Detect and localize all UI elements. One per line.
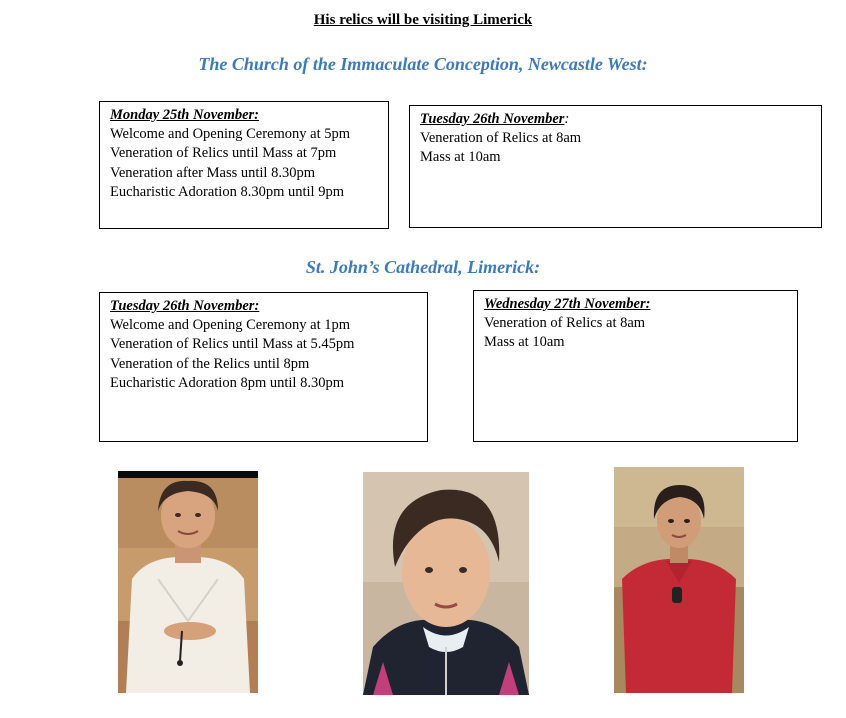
- schedule-line: Veneration of Relics until Mass at 5.45pm: [110, 336, 355, 353]
- photo-boy-altar-server-image: [118, 471, 258, 693]
- schedule-line: Veneration after Mass until 8.30pm: [110, 164, 315, 181]
- schedule-line: Eucharistic Adoration 8pm until 8.30pm: [110, 374, 344, 391]
- schedule-line: Eucharistic Adoration 8.30pm until 9pm: [110, 183, 344, 200]
- venue-title-newcastle-west: The Church of the Immaculate Conception, Newcastle West:: [198, 54, 648, 74]
- schedule-line: Veneration of Relics until Mass at 7pm: [110, 145, 337, 162]
- schedule-box-tuesday-newcastle: [409, 105, 822, 228]
- schedule-line: Veneration of Relics at 8am: [420, 130, 582, 147]
- photo-boy-portrait-image: [363, 472, 529, 695]
- schedule-box-wednesday-cathedral: [473, 290, 798, 442]
- schedule-day: Monday 25th November:: [110, 107, 260, 123]
- schedule-line: Veneration of the Relics until 8pm: [110, 355, 310, 372]
- schedule-day: Tuesday 26th November:: [110, 298, 260, 314]
- page-title: His relics will be visiting Limerick: [313, 12, 533, 28]
- schedule-day: Tuesday 26th November: [420, 111, 565, 127]
- schedule-line: Mass at 10am: [484, 334, 565, 351]
- photo-young-man-red-shirt-image: [614, 467, 744, 693]
- schedule-day-row: [420, 110, 811, 129]
- schedule-line: Welcome and Opening Ceremony at 5pm: [110, 126, 351, 143]
- venue-title-st-johns: St. John’s Cathedral, Limerick:: [305, 257, 541, 277]
- schedule-line: Veneration of Relics at 8am: [484, 315, 646, 332]
- photo-boy-altar-server: [118, 471, 258, 693]
- schedule-box-monday-newcastle: [99, 101, 389, 229]
- schedule-box-tuesday-cathedral: [99, 292, 428, 442]
- schedule-day: Wednesday 27th November:: [484, 296, 651, 312]
- photo-boy-portrait: [363, 472, 529, 695]
- schedule-day-suffix: :: [564, 111, 570, 127]
- schedule-line: Welcome and Opening Ceremony at 1pm: [110, 317, 351, 334]
- schedule-line: Mass at 10am: [420, 149, 501, 166]
- photo-young-man-red-shirt: [614, 467, 744, 693]
